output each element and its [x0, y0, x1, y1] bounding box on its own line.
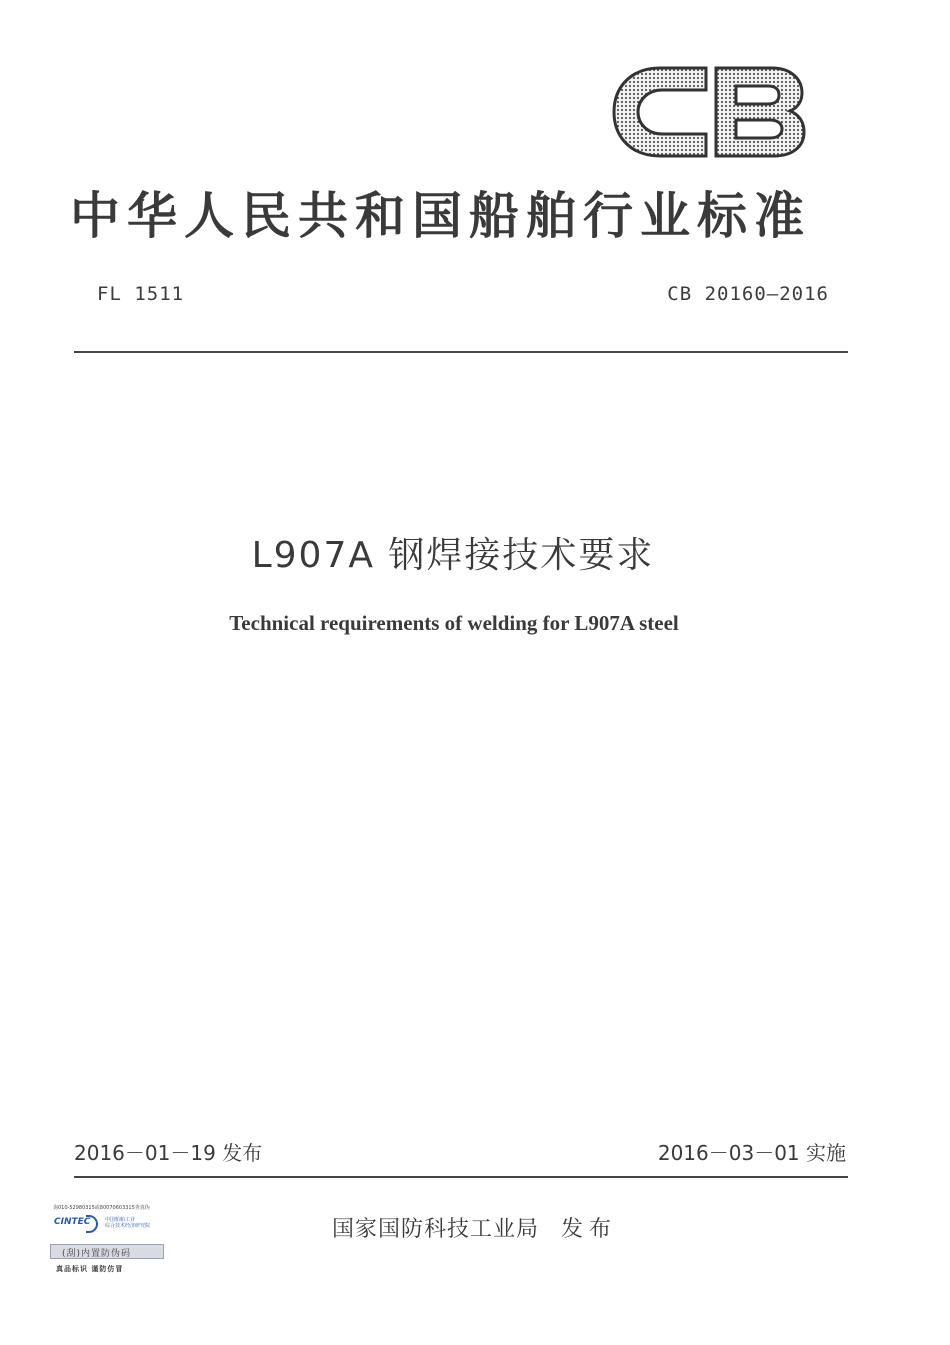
footer-divider: [74, 1176, 848, 1178]
org-title: 中华人民共和国船舶行业标准: [70, 187, 811, 245]
implementation-date: 2016－03－01 实施: [657, 1141, 846, 1165]
cb-standard-logo-icon: [608, 60, 808, 164]
stamp-footer-text: 真品标识 谨防仿冒: [56, 1265, 124, 1273]
scratch-band-text: (刮)内置防伪码: [62, 1249, 132, 1259]
document-title-english: Technical requirements of welding for L907A steel: [229, 611, 679, 635]
publisher: [332, 1212, 617, 1243]
classification-code: FL 1511: [97, 283, 185, 305]
header-divider: [74, 351, 848, 353]
anti-counterfeit-label: [50, 1204, 165, 1276]
issue-date: 2016－01－19 发布: [74, 1141, 263, 1165]
cintec-logo: CINTEC: [54, 1217, 91, 1227]
stamp-org-name: [105, 1217, 150, 1229]
standard-number: CB 20160—2016: [667, 283, 829, 305]
publisher-action: 发布: [561, 1217, 618, 1242]
document-title-chinese: L907A 钢焊接技术要求: [251, 535, 655, 576]
swoosh-icon: [86, 1215, 98, 1233]
verification-phone-text: 询010-52980315或80070603315查真伪: [53, 1205, 150, 1211]
stamp-org-line2: 综合技术经济研究院: [105, 1223, 151, 1229]
stamp-org-line1: 中国船舶工业: [105, 1217, 136, 1223]
publisher-name: 国家国防科技工业局: [332, 1217, 540, 1242]
